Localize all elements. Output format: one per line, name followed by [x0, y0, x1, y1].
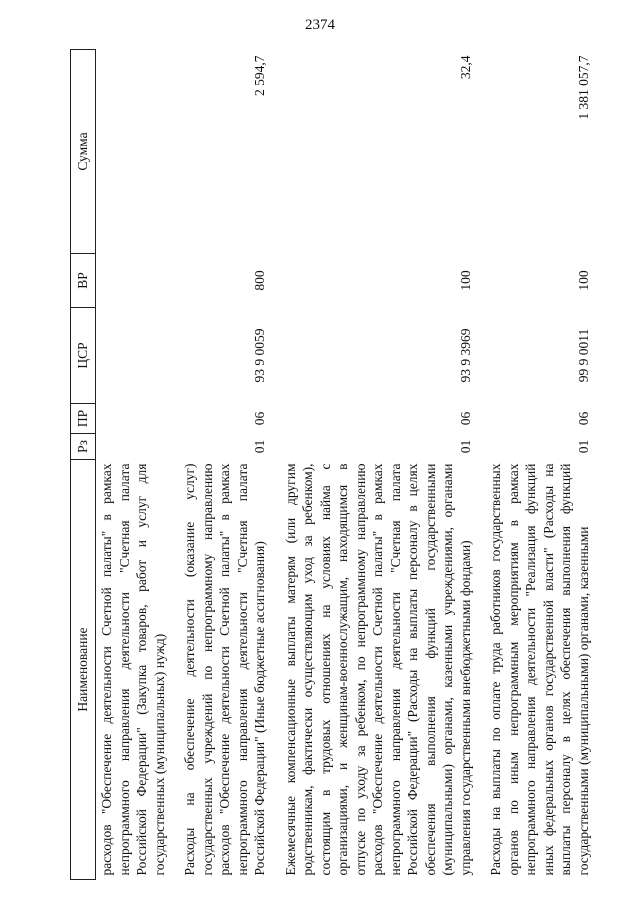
row-sum: 32,4: [457, 55, 473, 80]
table-row: [171, 50, 272, 880]
table-row: [477, 50, 595, 880]
row-csr: 93 9 0059: [252, 328, 267, 383]
row-csr: 93 9 3969: [457, 328, 473, 383]
table-header-row: [71, 50, 96, 880]
row-name: расходов "Обеспечение деятельности Счетной палаты" в рамках непрограммного направления деятельности "Счетная палата Российской Федерации" (Закупка товаров, работ и услуг для государственных (муниципальных) нужд): [99, 463, 167, 876]
row-vr: 100: [457, 270, 473, 291]
row-pr: [96, 404, 172, 434]
row-rz: 01: [575, 439, 591, 454]
row-name: Расходы на выплаты по оплате труда работников государственных органов по иным непрограммным мероприятиям в рамках непрограммного направления деятельности "Реализация функций иных федеральных органов государственной власти" (Расходы на выплаты персоналу в целях обеспечения выполнения функций государственными (муниципальными) органами, казенными: [488, 463, 591, 876]
row-rz: 01: [457, 439, 473, 454]
table-row: [272, 50, 478, 880]
row-csr: [96, 308, 172, 404]
header-sum: Сумма: [71, 50, 96, 254]
row-vr: 800: [252, 270, 267, 291]
header-rz: Рз: [71, 434, 96, 460]
row-vr: [96, 254, 172, 308]
row-rz: 01: [252, 439, 267, 454]
row-pr: 06: [575, 411, 591, 426]
header-pr: ПР: [71, 404, 96, 434]
row-sum: [96, 50, 172, 254]
row-sum: 1 381 057,7: [575, 55, 591, 120]
page-number: 2374: [305, 17, 335, 33]
header-csr: ЦСР: [71, 308, 96, 404]
header-vr: ВР: [71, 254, 96, 308]
row-pr: 06: [457, 411, 473, 426]
row-name: Ежемесячные компенсационные выплаты матерям (или другим родственникам, фактически осуществляющим уход за ребенком), состоящим в трудовых отношениях на условиях найма с организациями, и женщинам-военнослужащим, находящимся в отпуске по уходу за ребенком, по непрограммному направлению расходов "Обеспечение деятельности Счетной палаты" в рамках непрограммного направления деятельности "Счетная палата Российской Федерации" (Расходы на выплаты персоналу в целях обеспечения выполнения функций государственными (муниципальными) органами, казенными учреждениями, органами управления государственными внебюджетными фондами): [282, 463, 473, 876]
table-row: [96, 50, 172, 880]
row-csr: 99 9 0011: [575, 328, 591, 383]
rotated-table-container: [70, 50, 591, 880]
budget-table: [70, 49, 595, 880]
row-name: Расходы на обеспечение деятельности (оказание услуг) государственных учреждений по непрограммному направлению расходов "Обеспечение деятельности Счетной палаты" в рамках непрограммного направления деятельности "Счетная палата Российской Федерации" (Иные бюджетные ассигнования): [182, 463, 267, 876]
row-pr: 06: [252, 411, 267, 426]
row-rz: [96, 434, 172, 460]
row-vr: 100: [575, 270, 591, 291]
row-sum: 2 594,7: [252, 55, 267, 96]
rotated-table-area: [70, 50, 591, 880]
header-name: Наименование: [71, 460, 96, 880]
